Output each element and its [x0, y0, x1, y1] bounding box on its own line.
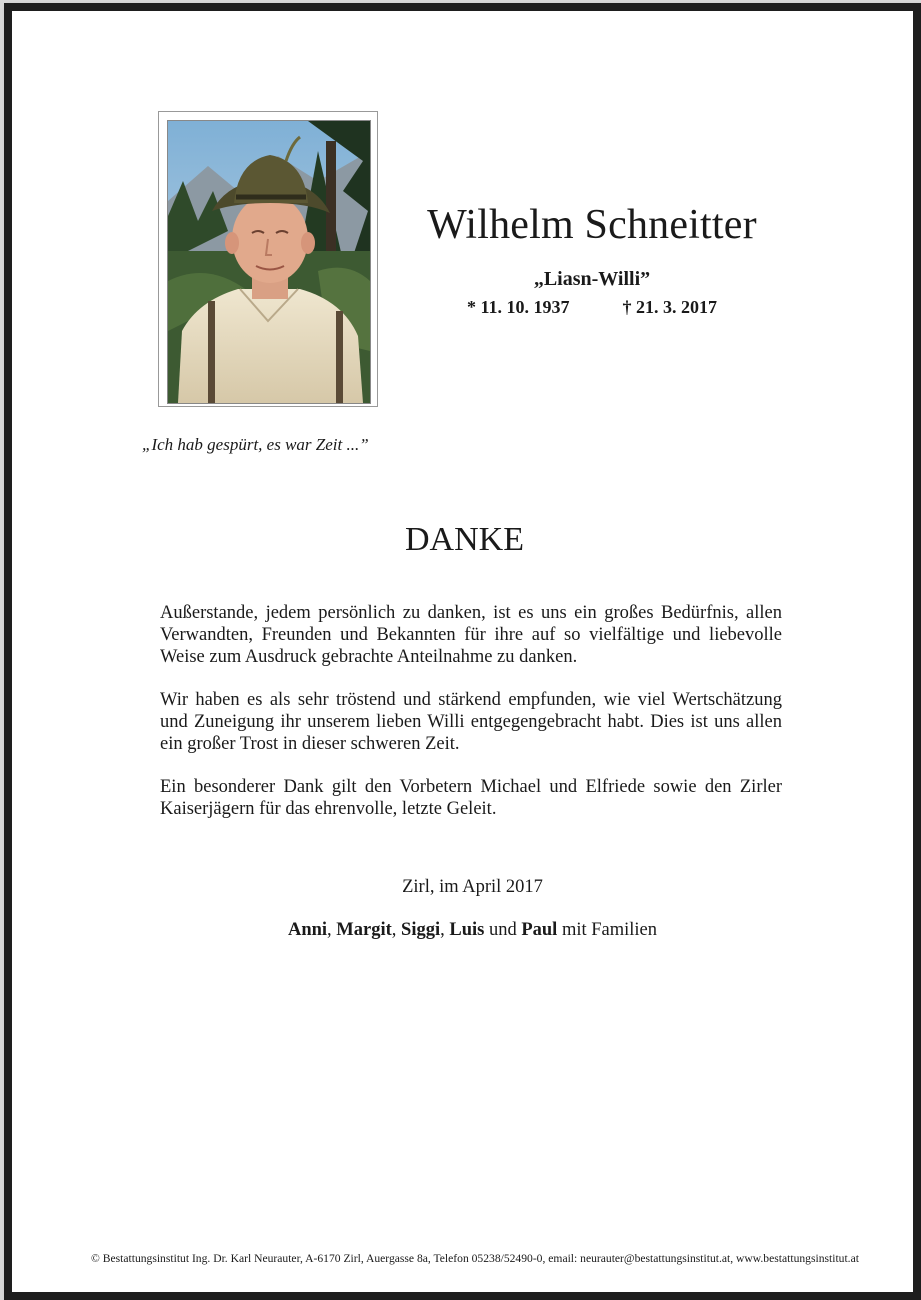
place-date: Zirl, im April 2017 — [402, 877, 543, 897]
footer-imprint: © Bestattungsinstitut Ing. Dr. Karl Neurauter, A-6170 Zirl, Auergasse 8a, Telefon 05238/52490-0, email: neurauter@bestattungsinstitut.at, www.bestattungsinstitut.at — [91, 1252, 859, 1265]
signer-name: Anni — [287, 920, 328, 940]
signers: Anni, Margit, Siggi, Luis und Paul mit Familien — [287, 920, 658, 940]
signer-name: Paul — [521, 920, 558, 940]
deceased-nickname: „Liasn-Willi” — [533, 268, 651, 290]
obituary-card — [4, 3, 921, 1300]
portrait-photo — [167, 120, 371, 404]
portrait-frame — [158, 111, 378, 407]
quote: „Ich hab gespürt, es war Zeit ...” — [142, 435, 369, 454]
signer-name: Luis — [449, 920, 485, 940]
paragraph: Außerstande, jedem persönlich zu danken, ist es uns ein großes Bedürfnis, allen Verwandten, Freunden und Bekannten für ihre auf so vielfältige und liebevolle Weise zum Ausdruck gebrachte Anteilnahme zu danken. — [160, 603, 782, 667]
heading: DANKE — [405, 521, 524, 558]
portrait-illustration — [168, 121, 370, 403]
death-date: † 21. 3. 2017 — [622, 297, 717, 317]
paragraph: Ein besonderer Dank gilt den Vorbetern Michael und Elfriede sowie den Zirler Kaiserjägern für das ehrenvolle, letzte Geleit. — [160, 777, 782, 819]
signer-name: Siggi — [401, 920, 441, 940]
paragraph: Wir haben es als sehr tröstend und stärkend empfunden, wie viel Wertschätzung und Zuneigung ihr unserem lieben Willi entgegengebracht habt. Dies ist uns allen ein großer Trost in dieser schweren Zeit. — [160, 690, 782, 754]
signer-name: Margit — [336, 920, 392, 940]
body-text — [160, 602, 782, 841]
signers-suffix: mit Familien — [557, 920, 658, 940]
deceased-name: Wilhelm Schneitter — [427, 202, 757, 248]
birth-date: * 11. 10. 1937 — [466, 297, 570, 317]
life-dates — [372, 297, 812, 318]
